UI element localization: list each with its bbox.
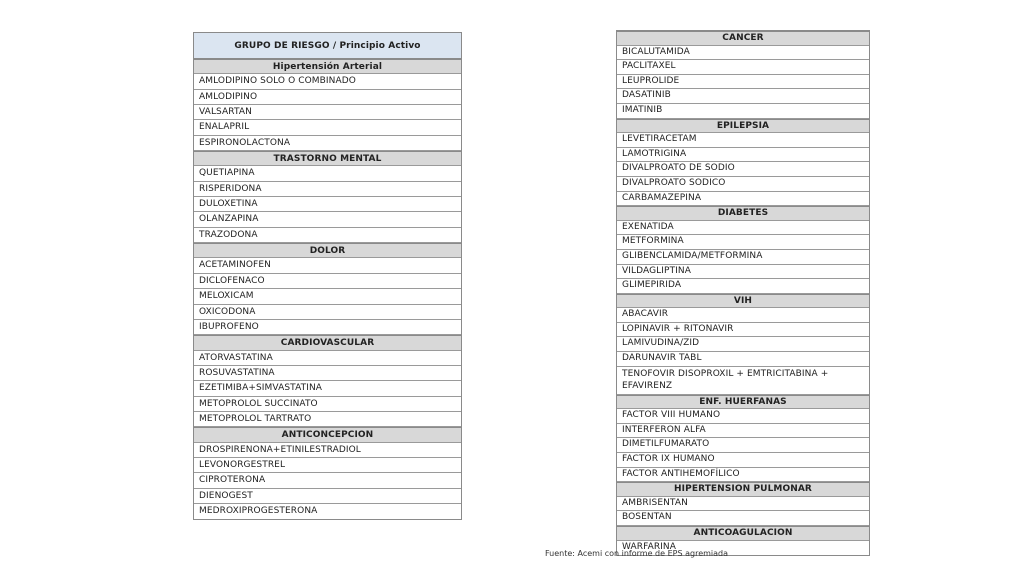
table-row: MEDROXIPROGESTERONA bbox=[199, 505, 318, 516]
table-row: PACLITAXEL bbox=[617, 60, 869, 75]
table-row: BICALUTAMIDA bbox=[617, 46, 869, 61]
group-header: CARDIOVASCULAR bbox=[194, 335, 461, 350]
table-row: WARFARINA bbox=[622, 541, 677, 552]
table-row: LEVONORGESTREL bbox=[194, 458, 461, 473]
source-note: Fuente: Acemi con informe de EPS agremiada bbox=[545, 549, 729, 558]
table-row: CIPROTERONA bbox=[194, 473, 461, 488]
risk-group-table-right bbox=[616, 30, 870, 556]
table-row: METOPROLOL TARTRATO bbox=[194, 412, 461, 427]
table-row: DIENOGEST bbox=[194, 489, 461, 504]
table-row: METOPROLOL SUCCINATO bbox=[194, 397, 461, 412]
table-row: ACETAMINOFEN bbox=[194, 258, 461, 273]
group-header: HIPERTENSION PULMONAR bbox=[617, 482, 869, 497]
risk-group-table-left bbox=[193, 32, 462, 520]
table-title: GRUPO DE RIESGO / Principio Activo bbox=[194, 33, 461, 59]
table-row: ATORVASTATINA bbox=[194, 351, 461, 366]
group-header: EPILEPSIA bbox=[617, 119, 869, 134]
table-row: EZETIMIBA+SIMVASTATINA bbox=[194, 381, 461, 396]
table-row: QUETIAPINA bbox=[194, 166, 461, 181]
group-header: DIABETES bbox=[617, 206, 869, 221]
table-row: ENALAPRIL bbox=[194, 120, 461, 135]
table-row: EXENATIDA bbox=[617, 221, 869, 236]
table-row: DIVALPROATO DE SODIO bbox=[617, 162, 869, 177]
group-header: ENF. HUERFANAS bbox=[617, 395, 869, 410]
table-row: DROSPIRENONA+ETINILESTRADIOL bbox=[194, 443, 461, 458]
table-row: FACTOR ANTIHEMOFÍLICO bbox=[617, 468, 869, 483]
table-row: OXICODONA bbox=[194, 305, 461, 320]
table-row: RISPERIDONA bbox=[194, 182, 461, 197]
table-row: METFORMINA bbox=[617, 235, 869, 250]
table-row: LAMIVUDINA/ZID bbox=[617, 337, 869, 352]
table-row: ESPIRONOLACTONA bbox=[194, 136, 461, 151]
group-header: Hipertensión Arterial bbox=[194, 59, 461, 74]
table-row: BOSENTAN bbox=[617, 511, 869, 526]
table-row: IMATINIB bbox=[617, 104, 869, 119]
table-row: DARUNAVIR TABL bbox=[617, 352, 869, 367]
table-row: IBUPROFENO bbox=[194, 320, 461, 335]
table-row: VILDAGLIPTINA bbox=[617, 265, 869, 280]
table-row: DICLOFENACO bbox=[194, 274, 461, 289]
table-row: FACTOR VIII HUMANO bbox=[617, 409, 869, 424]
table-row: GLIMEPIRIDA bbox=[617, 279, 869, 294]
table-row: AMLODIPINO bbox=[194, 90, 461, 105]
table-row: VALSARTAN bbox=[194, 105, 461, 120]
table-row: ABACAVIR bbox=[617, 308, 869, 323]
table-row: LEUPROLIDE bbox=[617, 75, 869, 90]
table-row: ROSUVASTATINA bbox=[194, 366, 461, 381]
group-header: TRASTORNO MENTAL bbox=[194, 151, 461, 166]
table-row: LAMOTRIGINA bbox=[617, 148, 869, 163]
table-row: TENOFOVIR DISOPROXIL + EMTRICITABINA + EFAVIRENZ bbox=[617, 367, 869, 395]
group-header: VIH bbox=[617, 294, 869, 309]
table-row: TRAZODONA bbox=[194, 228, 461, 243]
table-row: DASATINIB bbox=[617, 89, 869, 104]
table-row: AMLODIPINO SOLO O COMBINADO bbox=[194, 74, 461, 89]
table-row: GLIBENCLAMIDA/METFORMINA bbox=[617, 250, 869, 265]
table-row: MELOXICAM bbox=[194, 289, 461, 304]
table-row: CARBAMAZEPINA bbox=[617, 192, 869, 207]
group-header: ANTICONCEPCION bbox=[194, 427, 461, 442]
table-row: LEVETIRACETAM bbox=[617, 133, 869, 148]
table-row: LOPINAVIR + RITONAVIR bbox=[617, 323, 869, 338]
table-row: OLANZAPINA bbox=[194, 212, 461, 227]
table-row: DULOXETINA bbox=[194, 197, 461, 212]
group-header: DOLOR bbox=[194, 243, 461, 258]
table-row: DIVALPROATO SODICO bbox=[617, 177, 869, 192]
group-header: CANCER bbox=[617, 31, 869, 46]
table-row: INTERFERON ALFA bbox=[617, 424, 869, 439]
table-row: FACTOR IX HUMANO bbox=[617, 453, 869, 468]
table-row: DIMETILFUMARATO bbox=[617, 438, 869, 453]
table-row: AMBRISENTAN bbox=[617, 497, 869, 512]
group-header: ANTICOAGULACION bbox=[617, 526, 869, 541]
